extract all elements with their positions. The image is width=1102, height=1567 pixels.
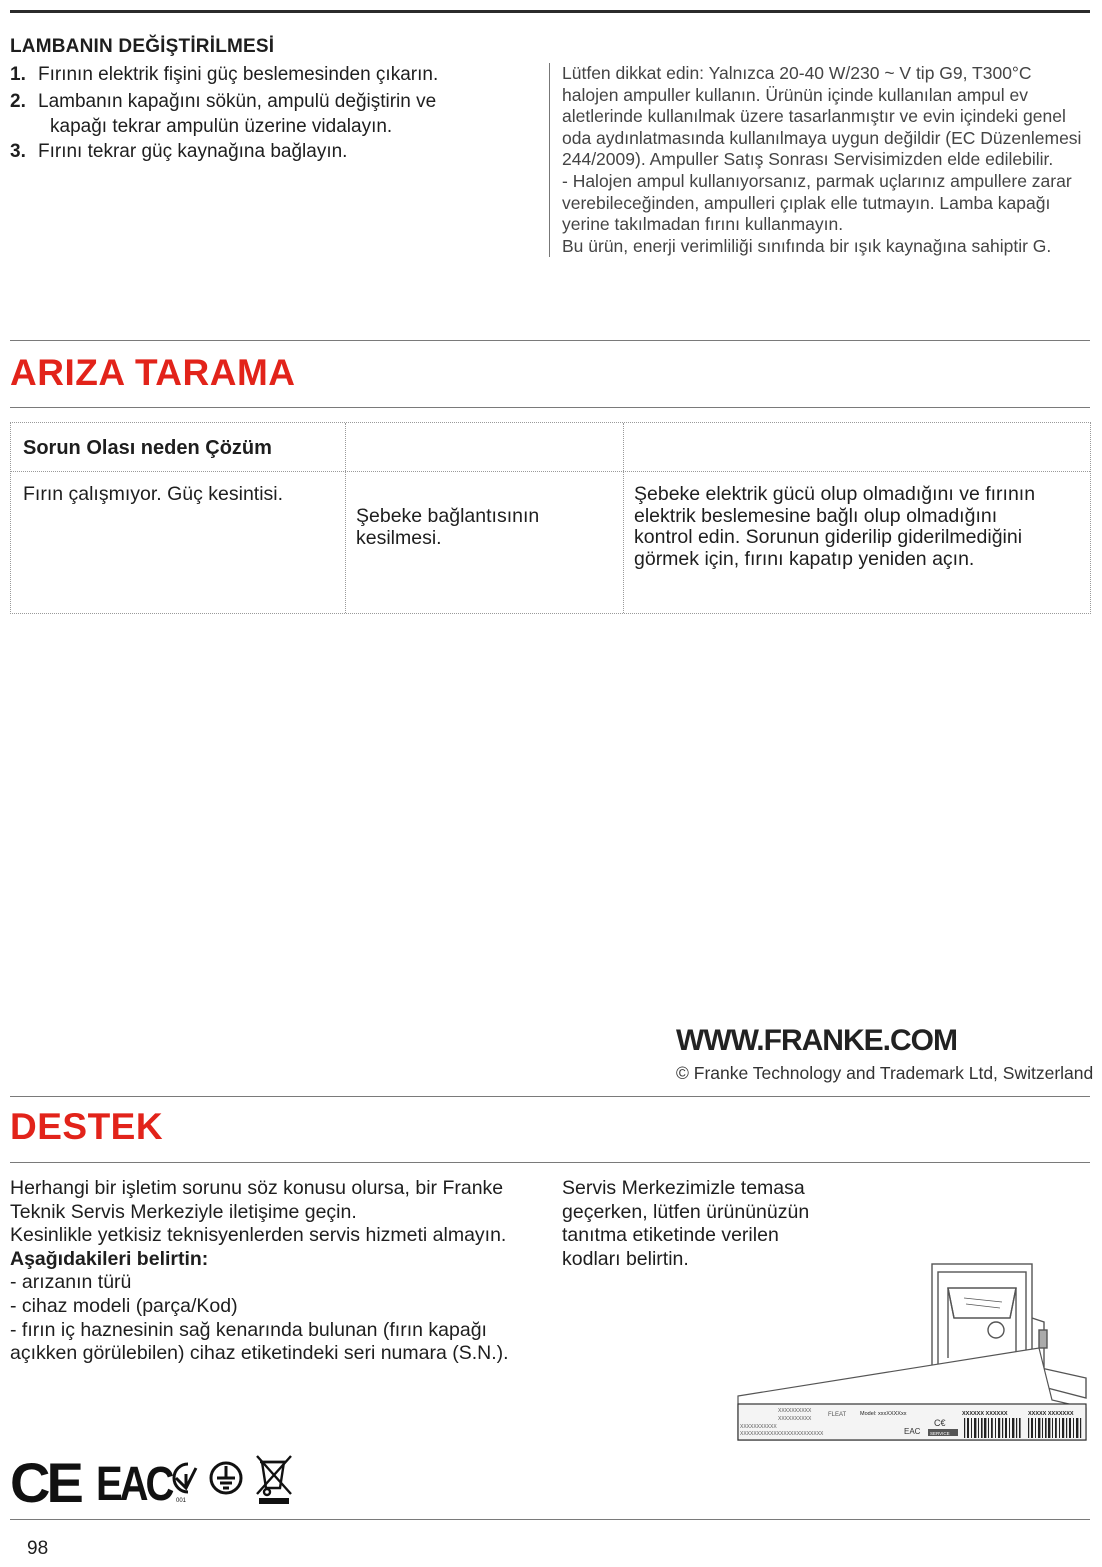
page-number: 98 [27,1538,49,1559]
section-rule [10,1096,1090,1097]
label-serial: XXXXXX XXXXXX [962,1411,1008,1417]
footer-rule [10,1519,1090,1520]
ukrainian-conformity-icon [174,1464,196,1492]
section-rule [10,340,1090,341]
lamp-note-paragraph-3: Bu ürün, enerji verimliliği sınıfında bir ışık kaynağına sahiptir G. [562,235,1052,256]
table-header-cell: Sorun Olası neden Çözüm [23,437,272,459]
label-code: XXXXXXXXXXXXXXXXXXXXXXXXX [740,1431,824,1437]
support-item: - arızanın türü [10,1271,132,1294]
label-ce-mark: C€ [934,1418,946,1428]
label-brand: FLEAT [828,1412,847,1418]
label-code: XXXXXXXXXX [778,1416,812,1422]
lamp-note-paragraph-2: - Halojen ampul kullanıyorsanız, parmak uçlarınız ampullere zarar verebileceğinden, ampulleri çıplak elle tutmayın. Lamba kapağı yerine takılmadan fırını kullanmayın. [562,170,1072,235]
lamp-note-paragraph-1: Lütfen dikkat edin: Yalnızca 20-40 W/230 ~ V tip G9, T300°C halojen ampuller kullanın. Ürünün içinde kullanılan ampul ev aletlerinde kullanılmak üzere tasarlanmıştır ve evin içindeki genel oda aydınlatmasında kullanılmaya uygun değildir (EC Düzenlemesi 244/2009). Ampuller Satış Sonrası Servisimizden elde edilebilir. [562,63,1082,170]
label-serial: XXXXX XXXXXXX [1028,1411,1074,1417]
copyright-text: © Franke Technology and Trademark Ltd, Switzerland [676,1063,1094,1083]
grounding-symbol-icon [211,1463,241,1493]
step-text-line-2: kapağı tekrar ampulün üzerine vidalayın. [50,116,393,137]
solution-cell: Şebeke elektrik gücü olup olmadığını ve fırının elektrik beslemesine bağlı olup olmadığını kontrol edin. Sorunun giderilip giderilmediğini görmek için, fırını kapatıp yeniden açın. [634,483,1036,570]
label-model: Model: xxxXXXXxx [860,1411,907,1417]
weee-crossed-bin-icon [257,1456,291,1495]
label-code: XXXXXXXXXX [778,1408,812,1414]
step-number: 2. [10,91,26,112]
brand-url: WWW.FRANKE.COM [676,1024,957,1057]
step-number: 1. [10,64,26,85]
lamp-step-3 [10,139,530,164]
support-warning: Kesinlikle yetkisiz teknisyenlerden servis hizmeti almayın. [10,1224,507,1247]
label-service: SERVICE [930,1431,950,1436]
label-eac-mark: EAC [904,1427,921,1436]
certification-marks [10,1452,300,1508]
cause-cell: Şebeke bağlantısının kesilmesi. [356,505,540,549]
section-rule [10,407,1090,408]
column-divider [345,423,346,613]
support-intro: Herhangi bir işletim sorunu söz konusu olursa, bir Franke Teknik Servis Merkeziyle iletişime geçin. [10,1177,504,1223]
step-text: Fırını tekrar güç kaynağına bağlayın. [38,141,348,162]
support-item: - cihaz modeli (parça/Kod) [10,1294,238,1317]
problem-cell: Fırın çalışmıyor. Güç kesintisi. [23,483,284,505]
column-divider [623,423,624,613]
troubleshooting-table [10,422,1091,614]
support-right-text: Servis Merkezimizle temasa geçerken, lütfen ürününüzün tanıtma etiketinde verilen kodları belirtin. [562,1177,810,1270]
ce-mark-icon: CE [10,1452,80,1508]
label-code: XXXXXXXXXXX [740,1424,777,1430]
lamp-step-2 [10,89,530,139]
support-item: - fırın iç haznesinin sağ kenarında bulunan (fırın kapağı açıkken görülebilen) cihaz etiketindeki seri numara (S.N.). [10,1318,509,1365]
support-instructions [10,1177,540,1366]
troubleshooting-title: ARIZA TARAMA [10,352,296,393]
section-rule [10,1162,1090,1163]
lamp-note [549,63,1089,257]
step-text: Fırının elektrik fişini güç beslemesinden çıkarın. [38,64,439,85]
table-header-row [11,423,1090,472]
eac-mark-icon: EAC [96,1457,172,1508]
oven-rating-label-illustration [734,1258,1090,1444]
step-number: 3. [10,141,26,162]
ceramic-num: 001 [176,1498,187,1504]
lamp-step-1 [10,62,530,87]
top-rule [10,10,1090,13]
weee-bar-icon [259,1498,289,1504]
lamp-steps-list [10,62,530,164]
step-text-line-1: Lambanın kapağını sökün, ampulü değiştirin ve [38,91,437,112]
support-specify-label: Aşağıdakileri belirtin: [10,1247,209,1270]
lamp-section-title: LAMBANIN DEĞİŞTİRİLMESİ [10,36,275,57]
support-title: DESTEK [10,1106,164,1147]
